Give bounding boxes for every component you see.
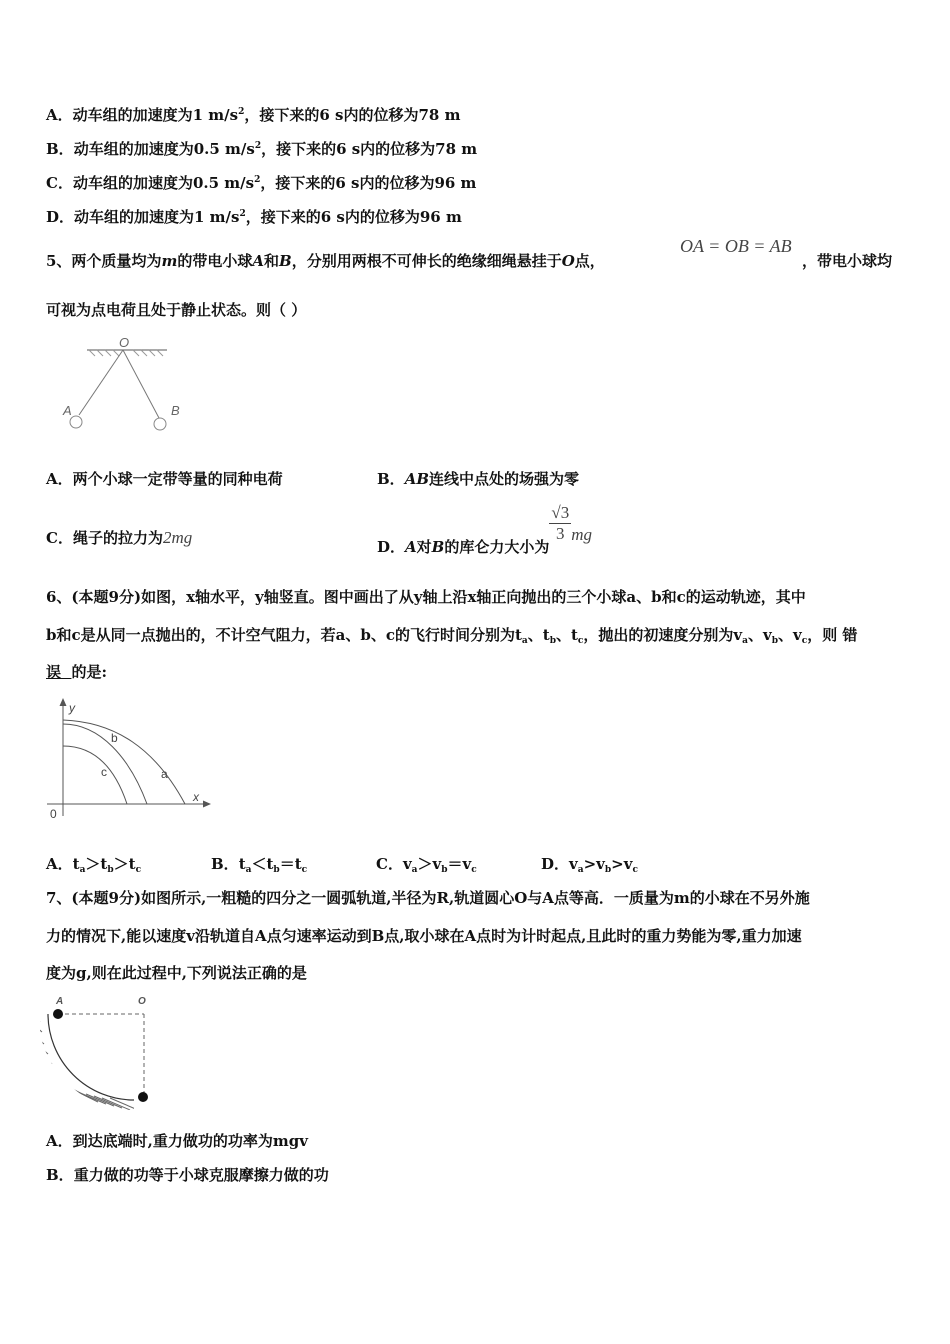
q6-figure (45, 698, 215, 823)
q6-stem-line2: b和c是从同一点抛出的，不计空气阻力，若a、b、c的飞行时间分别为$t_a$、$t_b$、$t_c$，抛出的初速度分别为$v_a$、$v_b$、$v_c$，则 错 (46, 626, 858, 646)
q6-option-a: A．$t_a>t_b>t_c$ (46, 855, 142, 875)
q5-option-d: D．A对B的库仑力大小为 $\frac{√3}{3}$ mg (377, 503, 592, 556)
q7-option-b: B．重力做的功等于小球克服摩擦力做的功 (46, 1166, 329, 1184)
q6-stem-line1: 6、(本题9分)如图，x轴水平，y轴竖直。图中画出了从y轴上沿x轴正向抛出的三个小球a、b和c的运动轨迹，其中 (46, 588, 806, 606)
q6-axis-x-label: x (193, 790, 199, 804)
q6-stem-line3: 误 的是: (46, 663, 108, 681)
q7-option-a: A．到达底端时,重力做功的功率为mgv (46, 1132, 308, 1150)
q7-stem-line2: 力的情况下,能以速度v沿轨道自A点匀速率运动到B点,取小球在A点时为计时起点,且此时的重力势能为零,重力加速 (46, 927, 802, 945)
q7-figure (40, 992, 160, 1112)
q4-option-c: C．动车组的加速度为0.5 $m/s^2$，接下来的6 s内的位移为96 m (46, 174, 477, 192)
q6-option-d: D．$v_a>v_b>v_c$ (541, 855, 638, 875)
q4-option-a: A．动车组的加速度为1 $m/s^2$，接下来的6 s内的位移为78 m (46, 106, 461, 124)
q5-stem-line2: 可视为点电荷且处于静止状态。则（ ） (46, 301, 307, 319)
q5-option-b: B．AB连线中点处的场强为零 (377, 470, 580, 488)
q6-axis-y-label: y (69, 701, 75, 715)
q6-curve-a-label: a (161, 767, 168, 781)
q6-option-c: C．$v_a>v_b=v_c$ (376, 855, 477, 875)
q5-stem-line1: 5、两个质量均为m的带电小球A和B，分别用两根不可伸长的绝缘细绳悬挂于O点， (46, 252, 605, 270)
q5-stem-line1-end: ，带电小球均 (802, 252, 893, 270)
q4-option-b: B．动车组的加速度为0.5 $m/s^2$，接下来的6 s内的位移为78 m (46, 140, 478, 158)
q4-option-d: D．动车组的加速度为1 $m/s^2$，接下来的6 s内的位移为96 m (46, 208, 462, 226)
q6-option-b: B．$t_a<t_b=t_c$ (211, 855, 308, 875)
q6-curve-b-label: b (111, 731, 118, 745)
q5-option-a: A．两个小球一定带等量的同种电荷 (46, 470, 283, 488)
q7-stem-line1: 7、(本题9分)如图所示,一粗糙的四分之一圆弧轨道,半径为R,轨道圆心O与A点等高．一质量为m的小球在不另外施 (46, 889, 810, 907)
q5-option-d-fraction: $\frac{√3}{3}$ (551, 503, 570, 543)
q5-figure (55, 335, 215, 435)
q5-label-b: B (171, 403, 180, 418)
q5-option-c: C．绳子的拉力为2mg (46, 528, 193, 547)
q5-label-a: A (63, 403, 72, 418)
q5-label-o: O (119, 335, 130, 350)
q7-stem-line3: 度为g,则在此过程中,下列说法正确的是 (46, 964, 307, 982)
q7-label-a: A (56, 996, 64, 1007)
q5-equation: OA = OB = AB (680, 236, 792, 256)
q6-curve-c-label: c (101, 765, 107, 779)
q6-origin-label: 0 (50, 807, 57, 821)
q7-label-o: O (138, 996, 146, 1007)
